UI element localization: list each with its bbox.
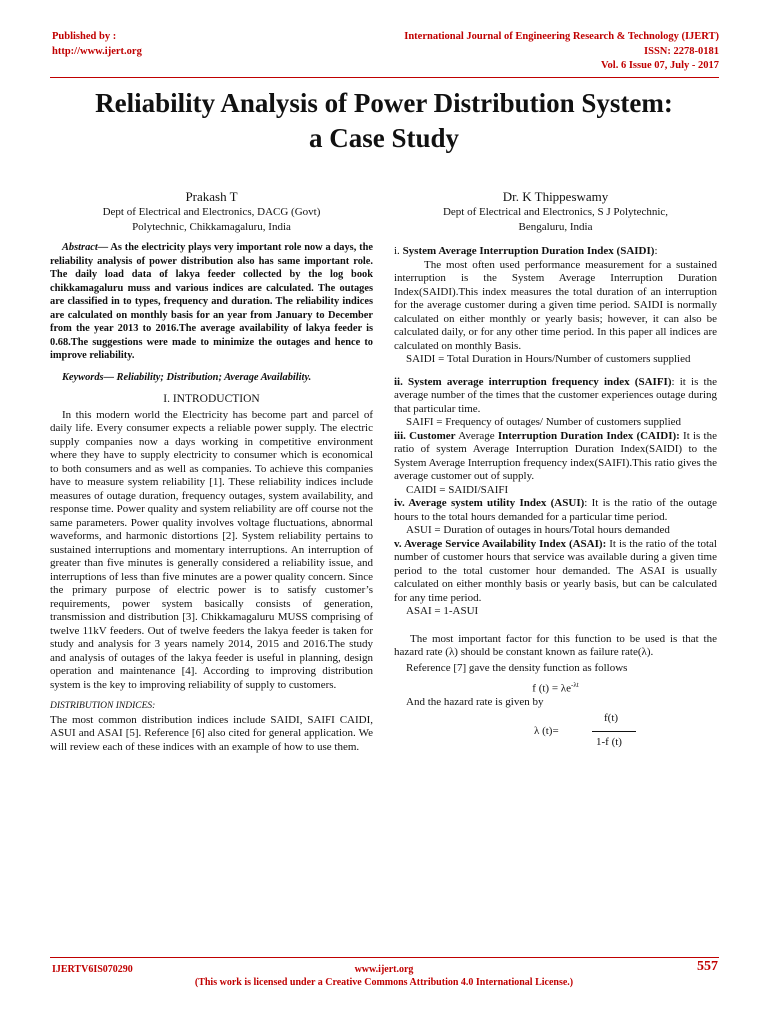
asai-title: v. Average Service Availability Index (ASAI): <box>394 537 607 550</box>
hazard-rate-paragraph: The most important factor for this function to be used is that the hazard rate (λ) should be constant known as failure rate(λ). <box>394 632 717 658</box>
title-line-2: a Case Study <box>308 123 460 153</box>
saifi-equation: SAIFI = Frequency of outages/ Number of customers supplied <box>406 416 682 428</box>
saidi-colon: : <box>654 245 658 257</box>
hazard-denominator: 1-f (t) <box>596 735 622 748</box>
issn: ISSN: 2278-0181 <box>644 45 719 57</box>
saidi-paragraph: The most often used performance measurement for a sustained interruption is the System Average Interruption Duration Index(SAIDI).This index measures the total duration of an interruption for the average customer during a given time period. SAIDI is normally calculated on either monthly or yearly basis; however, it can also be calculated daily, or for any other time period. In this paper all indices are calculated on monthly Basis. <box>394 258 717 352</box>
hazard-lhs: λ (t)= <box>534 724 559 737</box>
introduction-paragraph: In this modern world the Electricity has become part and parcel of daily life. Every consumer expects a reliable power supply. The electric supply companies now a days working in competitive environment where they have to supply electricity to consumer which is economical to both consumers and as well as companies. To achieve this companies have to measure system reliability [1]. These reliability indices include measures of outage duration, frequency outages, system availability, and response time. Power quality and system reliability are off course not the same parameters. Power quality involves voltage fluctuations, abnormal waveforms, and harmonic distortions [2]. System reliability pertains to sustained interruptions and momentary interruptions. An interruption of greater than five minutes is generally considered a reliability issue, and interruptions of less than five minutes are a power quality concern. Since the primary purpose of electric power is to satisfy customer’s requirements, power system basically consists of generation, transmission and distribution [3]. Chikkamagaluru MUSS comprising of twelve 11kV feeders. Out of twelve feeders the lakya feeder is taken for study and analysis for 3 years namely 2014, 2015 and 2016.The study and analysis of outages of the lakya feeder is useful in planning, design operation and maintenance [4]. According to improving distribution system is the key to improving reliability of supply to customers. <box>50 408 373 691</box>
caidi-text: It is the ratio of system Average Interruption Duration Index(SAIDI) to the System Average Interruption frequency index(SAIFI).This ratio gives the average customer out of supply. <box>394 429 717 482</box>
saidi-number: i. <box>394 245 403 257</box>
asai-paragraph <box>394 538 717 606</box>
density-eq-exponent: -λt <box>571 681 579 689</box>
journal-url[interactable]: http://www.ijert.org <box>52 45 142 57</box>
distribution-paragraph: The most common distribution indices include SAIDI, SAIFI CAIDI, ASUI and ASAI [5]. Reference [6] also cited for general application. We will review each of these indices with an example of how to use them. <box>50 713 373 753</box>
fraction-bar <box>592 731 636 732</box>
author-name: Prakash T <box>185 189 238 204</box>
caidi-title-a: iii. Customer <box>394 429 456 442</box>
journal-name: International Journal of Engineering Research & Technology (IJERT) <box>404 31 719 42</box>
paper-title <box>40 86 728 156</box>
reference-7-line: Reference [7] gave the density function as follows <box>406 661 628 674</box>
asai-text: It is the ratio of the total number of customer hours that service was available during a given time period to the total customer hour demanded. The ASAI is usually calculated on either monthly basis or yearly basis, but can be calculated for any time period. <box>394 537 717 604</box>
asui-title: iv. Average system utility Index (ASUI) <box>394 497 585 509</box>
saifi-paragraph <box>394 376 717 417</box>
saidi-title: System Average Interruption Duration Index (SAIDI) <box>402 245 655 257</box>
saifi-title: ii. System average interruption frequency index (SAIFI) <box>394 375 672 388</box>
header-divider <box>50 77 719 78</box>
caidi-paragraph <box>394 430 717 484</box>
page-number: 557 <box>697 959 718 974</box>
author-2 <box>394 188 717 234</box>
caidi-title-b: Interruption Duration Index (CAIDI): <box>497 429 680 442</box>
hazard-numerator: f(t) <box>604 711 619 724</box>
left-column <box>50 241 373 754</box>
author-affiliation: Bengaluru, India <box>518 220 593 233</box>
subsection-heading-distribution-indices: DISTRIBUTION INDICES: <box>50 701 156 711</box>
author-1 <box>50 188 373 234</box>
asui-text: : It is the ratio of the outage hours to the total hours demanded for a particular time period. <box>394 497 717 523</box>
asai-equation: ASAI = 1-ASUI <box>406 605 479 617</box>
header-left <box>52 30 142 59</box>
title-line-1: Reliability Analysis of Power Distribution System: <box>95 88 673 118</box>
footer-license: (This work is licensed under a Creative Commons Attribution 4.0 International License.) <box>194 977 574 988</box>
right-column <box>394 245 717 756</box>
asui-equation: ASUI = Duration of outages in hours/Total hours demanded <box>406 524 670 536</box>
abstract-text: As the electricity plays very important role now a days, the reliability analysis of power distribution also has same important role. The daily load data of lakya feeder collected by the log book chikkamagaluru muss and various indices are calculated. The outages are classified in to types, frequency and duration. The reliability indices are calculated on monthly basis for an year from January to December from the year 2013 to 2016.The average availability of lakya feeder is 0.68.The suggestions were made to minimize the outages and hence to improve reliability. <box>50 242 373 361</box>
density-function-equation <box>394 679 717 696</box>
footer-site[interactable]: www.ijert.org <box>354 964 414 975</box>
section-heading-introduction: I. INTRODUCTION <box>163 393 260 405</box>
caidi-mid: Average <box>455 429 498 442</box>
hazard-rate-equation <box>394 712 717 756</box>
author-affiliation: Polytechnic, Chikkamagaluru, India <box>132 220 291 233</box>
saifi-text: : it is the average number of the times that the customer experiences outage during that particular time. <box>394 375 717 415</box>
saidi-heading <box>394 245 717 259</box>
paper-code: IJERTV6IS070290 <box>52 964 133 975</box>
caidi-equation: CAIDI = SAIDI/SAIFI <box>406 483 509 496</box>
author-affiliation: Dept of Electrical and Electronics, DACG (Govt) <box>102 206 321 218</box>
footer-divider <box>50 957 719 958</box>
publisher-label: Published by : <box>52 31 117 42</box>
keywords: Keywords— Reliability; Distribution; Average Availability. <box>62 371 312 383</box>
saidi-equation: SAIDI = Total Duration in Hours/Number of customers supplied <box>406 353 691 365</box>
asui-paragraph <box>394 497 717 524</box>
density-eq-base: f (t) = λe <box>532 682 572 695</box>
footer-center <box>0 963 768 989</box>
author-affiliation: Dept of Electrical and Electronics, S J Polytechnic, <box>442 206 669 218</box>
hazard-rate-intro: And the hazard rate is given by <box>406 696 544 709</box>
abstract <box>50 241 373 363</box>
volume-issue: Vol. 6 Issue 07, July - 2017 <box>600 60 719 71</box>
author-name: Dr. K Thippeswamy <box>502 189 609 204</box>
header-right <box>404 30 719 74</box>
abstract-label: Abstract— <box>62 242 109 253</box>
